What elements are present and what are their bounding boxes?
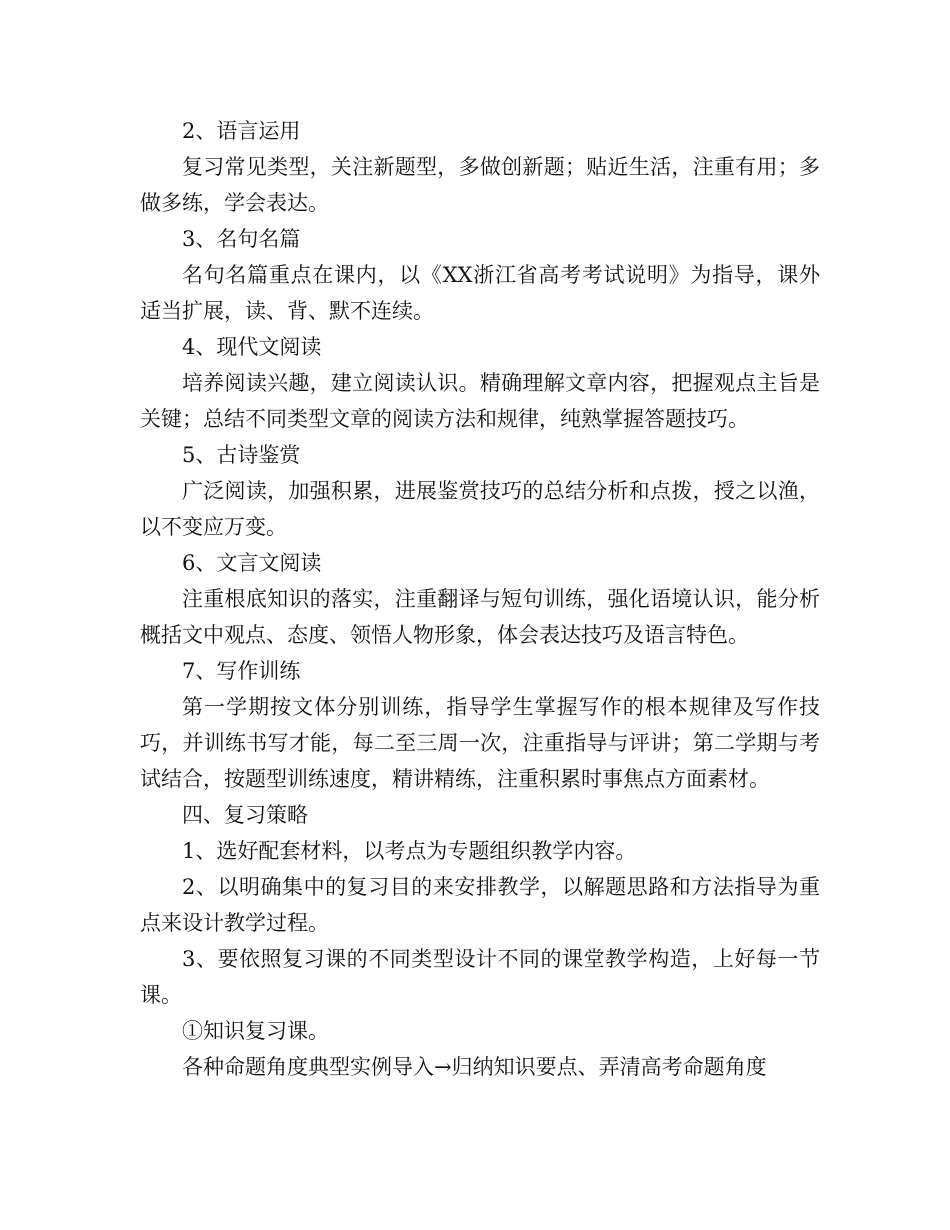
section-heading: 4、现代文阅读 — [182, 335, 322, 359]
section-heading: 2、语言运用 — [182, 119, 301, 143]
section-heading: 5、古诗鉴赏 — [182, 443, 301, 467]
section-heading: 6、文言文阅读 — [182, 551, 322, 575]
document-body — [140, 113, 820, 1085]
list-item: 3、要依照复习课的不同类型设计不同的课堂教学构造，上好每一节课。 — [140, 947, 820, 1007]
paragraph: 培养阅读兴趣，建立阅读认识。精确理解文章内容，把握观点主旨是关键；总结不同类型文章的阅读方法和规律，纯熟掌握答题技巧。 — [140, 371, 820, 431]
list-item: 1、选好配套材料，以考点为专题组织教学内容。 — [182, 839, 637, 863]
chapter-heading: 四、复习策略 — [182, 803, 308, 827]
paragraph: 广泛阅读，加强积累，进展鉴赏技巧的总结分析和点拨，授之以渔，以不变应万变。 — [140, 479, 820, 539]
paragraph: 各种命题角度典型实例导入→归纳知识要点、弄清高考命题角度 — [182, 1055, 767, 1079]
paragraph: 第一学期按文体分别训练，指导学生掌握写作的根本规律及写作技巧，并训练书写才能，每二至三周一次，注重指导与评讲；第二学期与考试结合，按题型训练速度，精讲精练，注重积累时事焦点方面素材。 — [140, 695, 820, 791]
list-item: 2、以明确集中的复习目的来安排教学，以解题思路和方法指导为重点来设计教学过程。 — [140, 875, 820, 935]
section-heading: 3、名句名篇 — [182, 227, 301, 251]
subsection-heading: ①知识复习课。 — [182, 1019, 329, 1043]
paragraph: 复习常见类型，关注新题型，多做创新题；贴近生活，注重有用；多做多练，学会表达。 — [140, 155, 820, 215]
section-heading: 7、写作训练 — [182, 659, 301, 683]
paragraph: 注重根底知识的落实，注重翻译与短句训练，强化语境认识，能分析概括文中观点、态度、领悟人物形象，体会表达技巧及语言特色。 — [140, 587, 820, 647]
paragraph: 名句名篇重点在课内，以《XX浙江省高考考试说明》为指导，课外适当扩展，读、背、默不连续。 — [140, 263, 820, 323]
